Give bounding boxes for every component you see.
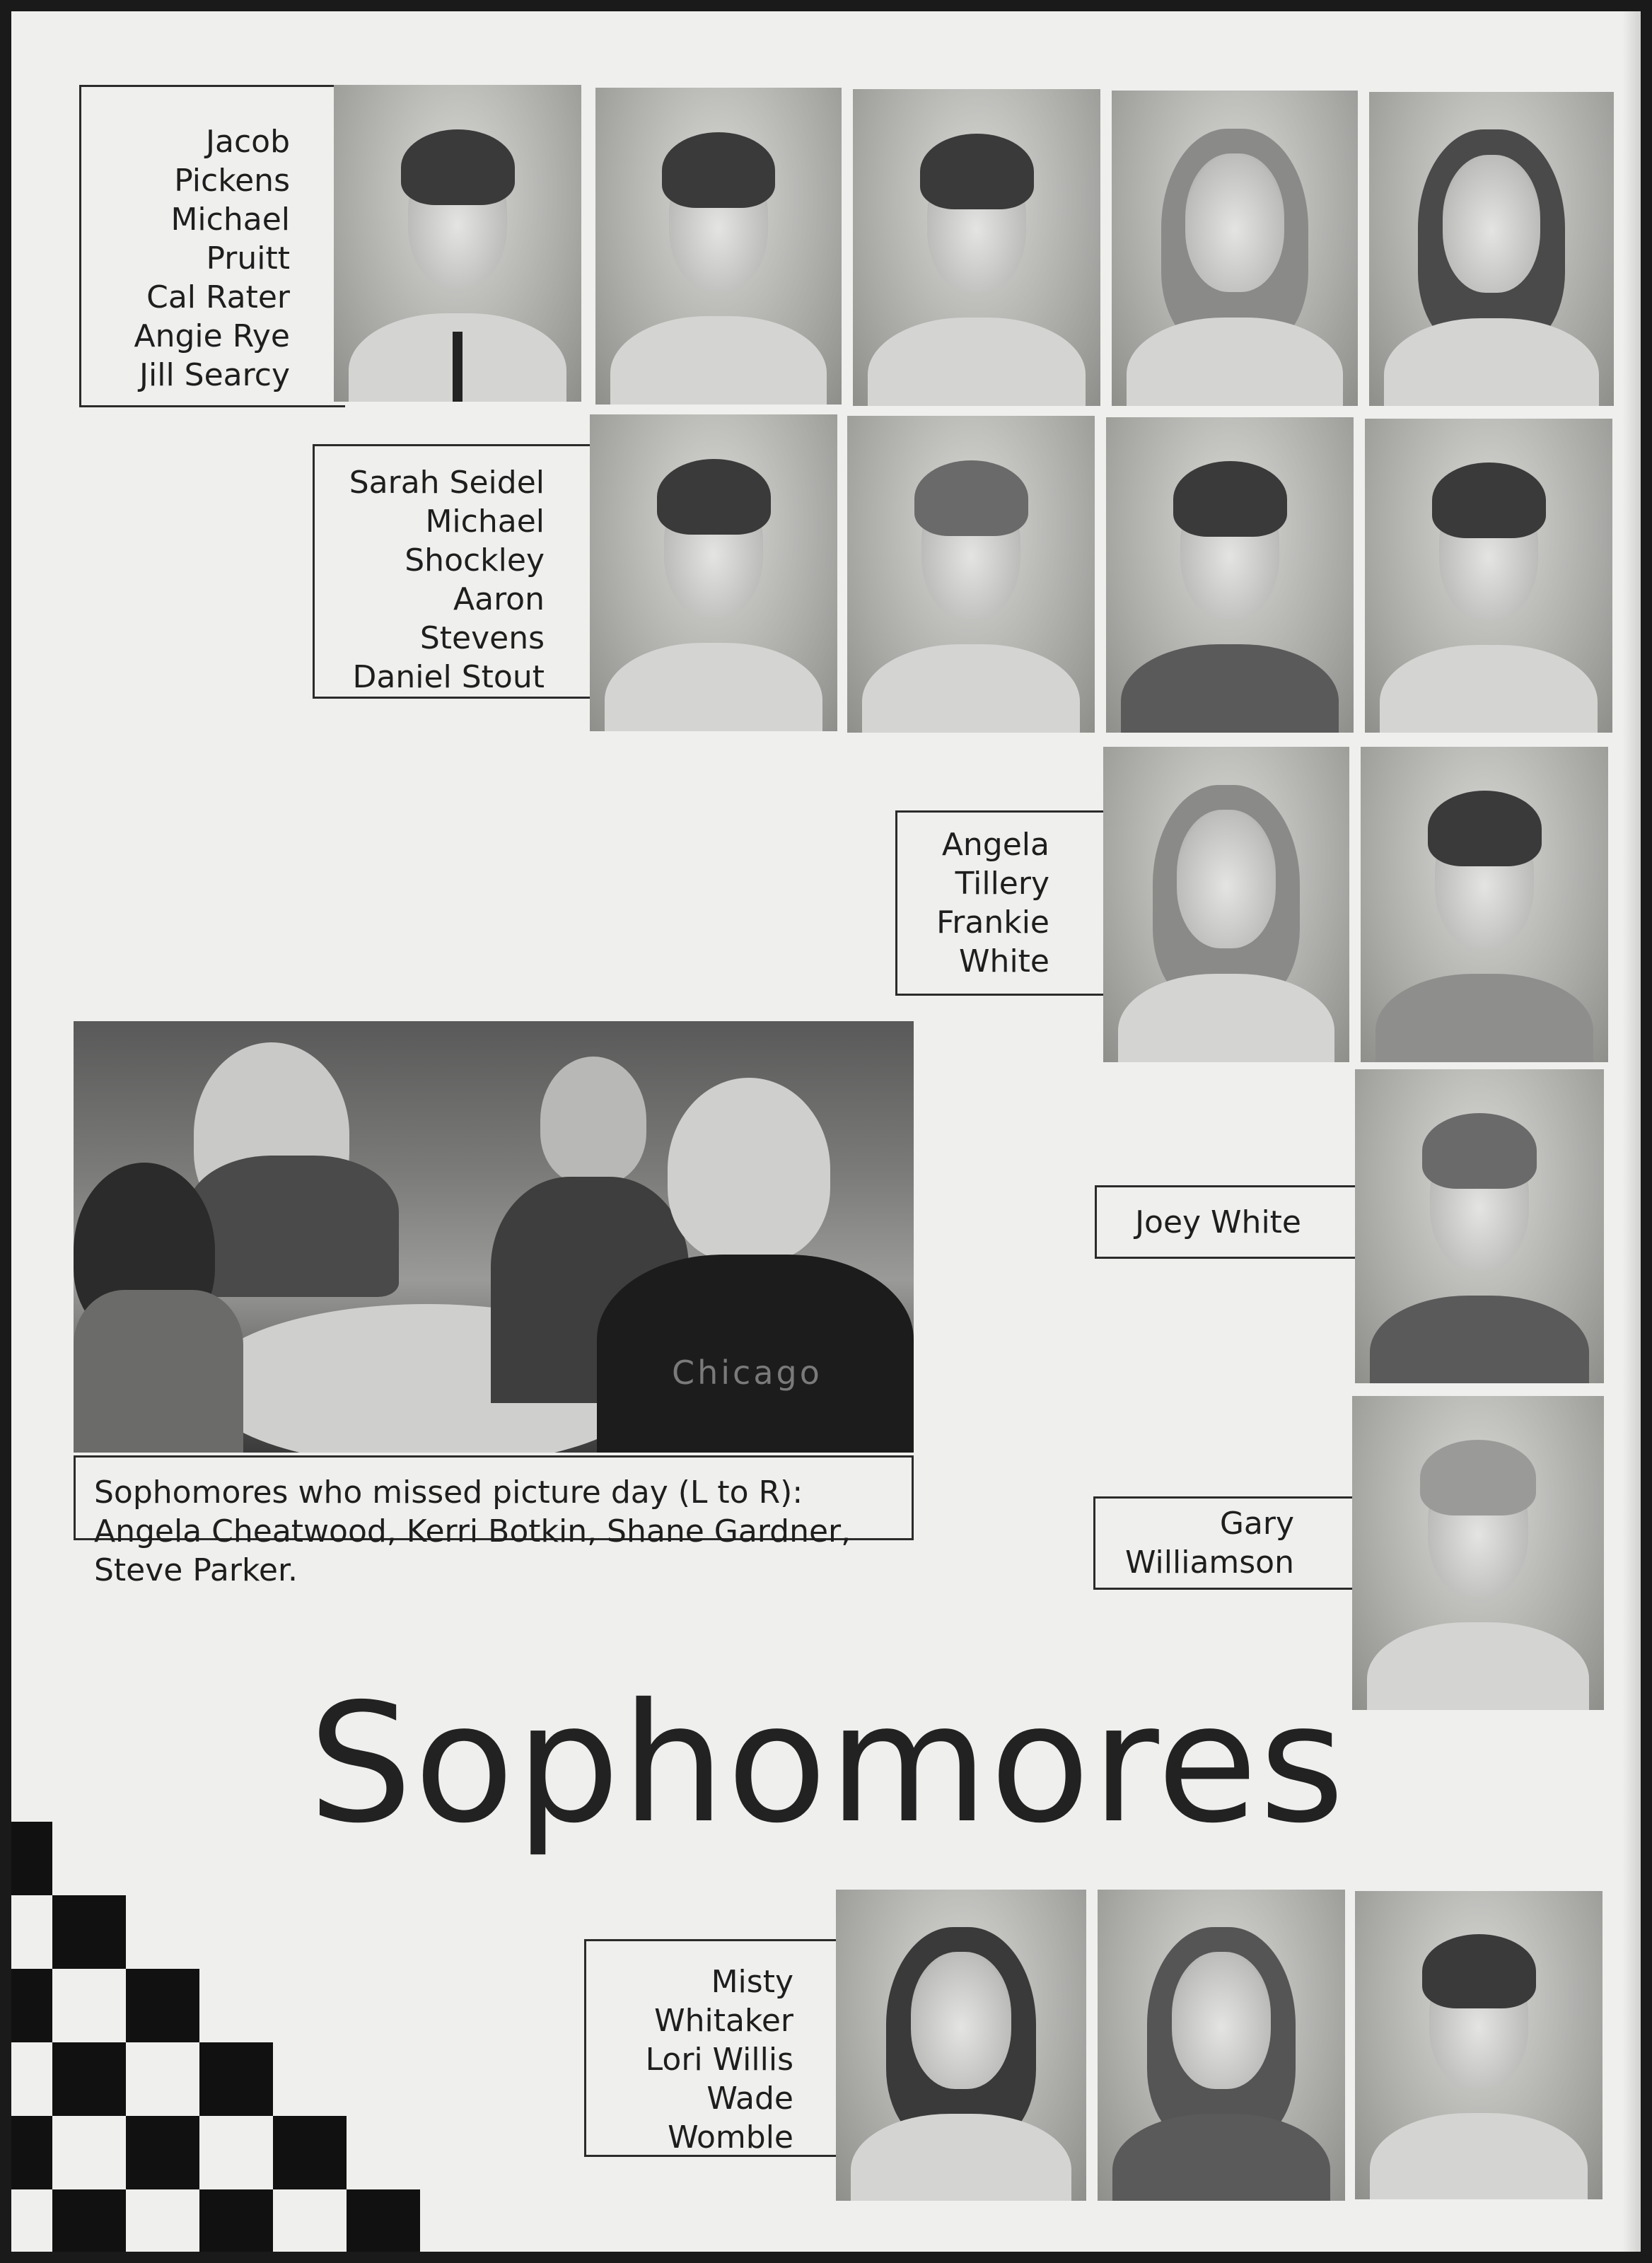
- name-line: Jacob: [206, 124, 290, 160]
- name-line: Misty: [711, 1964, 793, 2000]
- name-line: Sarah Seidel: [349, 465, 545, 501]
- group-photo-caption: [74, 1455, 914, 1588]
- student-portrait: [1369, 92, 1614, 406]
- name-box-row-3: [895, 810, 1107, 996]
- student-portrait: [334, 85, 581, 402]
- person-shape: [540, 1057, 646, 1184]
- name-box-row-1: [79, 85, 345, 407]
- student-portrait: [1352, 1396, 1604, 1710]
- name-box-row-2: [313, 444, 600, 699]
- name-box-joey-white: [1095, 1185, 1358, 1259]
- person-shape: [74, 1290, 243, 1453]
- name-line: Gary: [1219, 1506, 1294, 1542]
- caption-line: Steve Parker.: [94, 1552, 298, 1588]
- name-line: Angie Rye: [134, 318, 290, 354]
- name-line: Stevens: [419, 620, 545, 656]
- name-line: Aaron: [453, 581, 545, 617]
- name-line: Lori Willis: [645, 2042, 793, 2078]
- name-line: Womble: [668, 2119, 793, 2156]
- student-portrait: [1365, 419, 1612, 733]
- name-line: Williamson: [1125, 1544, 1294, 1581]
- student-portrait: [1361, 747, 1608, 1062]
- student-portrait: [836, 1890, 1086, 2201]
- yearbook-page: [11, 11, 1641, 2252]
- name-line: Angela: [941, 827, 1049, 863]
- name-line: Joey White: [1135, 1204, 1301, 1240]
- name-line: Cal Rater: [146, 279, 290, 315]
- person-shape: [187, 1156, 399, 1297]
- page-title: Sophomores: [308, 1668, 1346, 1859]
- name-line: Wade: [706, 2081, 793, 2117]
- student-portrait: [1098, 1890, 1345, 2201]
- student-portrait: [847, 416, 1095, 733]
- student-portrait: [590, 414, 837, 731]
- person-shape: [668, 1078, 830, 1262]
- name-line: Tillery: [955, 866, 1049, 902]
- name-line: Whitaker: [654, 2003, 793, 2039]
- student-portrait: [1112, 91, 1358, 406]
- name-line: Shockley: [405, 542, 545, 578]
- caption-line: Angela Cheatwood, Kerri Botkin, Shane Gardner,: [94, 1513, 851, 1549]
- group-photo: [74, 1021, 914, 1453]
- name-line: Daniel Stout: [352, 659, 545, 695]
- checkerboard-decoration: [11, 1822, 450, 2252]
- caption-line: Sophomores who missed picture day (L to R):: [94, 1474, 803, 1511]
- name-line: Michael: [425, 504, 545, 540]
- name-line: Frankie: [936, 904, 1049, 941]
- name-line: Pruitt: [206, 240, 290, 277]
- page-edge-shadow: [1622, 11, 1641, 2252]
- student-portrait: [1106, 417, 1354, 733]
- name-box-gary-williamson: [1093, 1496, 1355, 1590]
- name-line: Michael: [170, 202, 290, 238]
- name-line: Jill Searcy: [139, 357, 290, 393]
- shirt-text: Chicago: [672, 1354, 822, 1392]
- student-portrait: [853, 89, 1100, 406]
- student-portrait: [1103, 747, 1349, 1062]
- name-line: White: [959, 943, 1049, 979]
- student-portrait: [1355, 1891, 1602, 2199]
- student-portrait: [1355, 1069, 1604, 1383]
- name-box-bottom-row: [584, 1939, 846, 2157]
- student-portrait: [595, 88, 842, 405]
- name-line: Pickens: [174, 163, 290, 199]
